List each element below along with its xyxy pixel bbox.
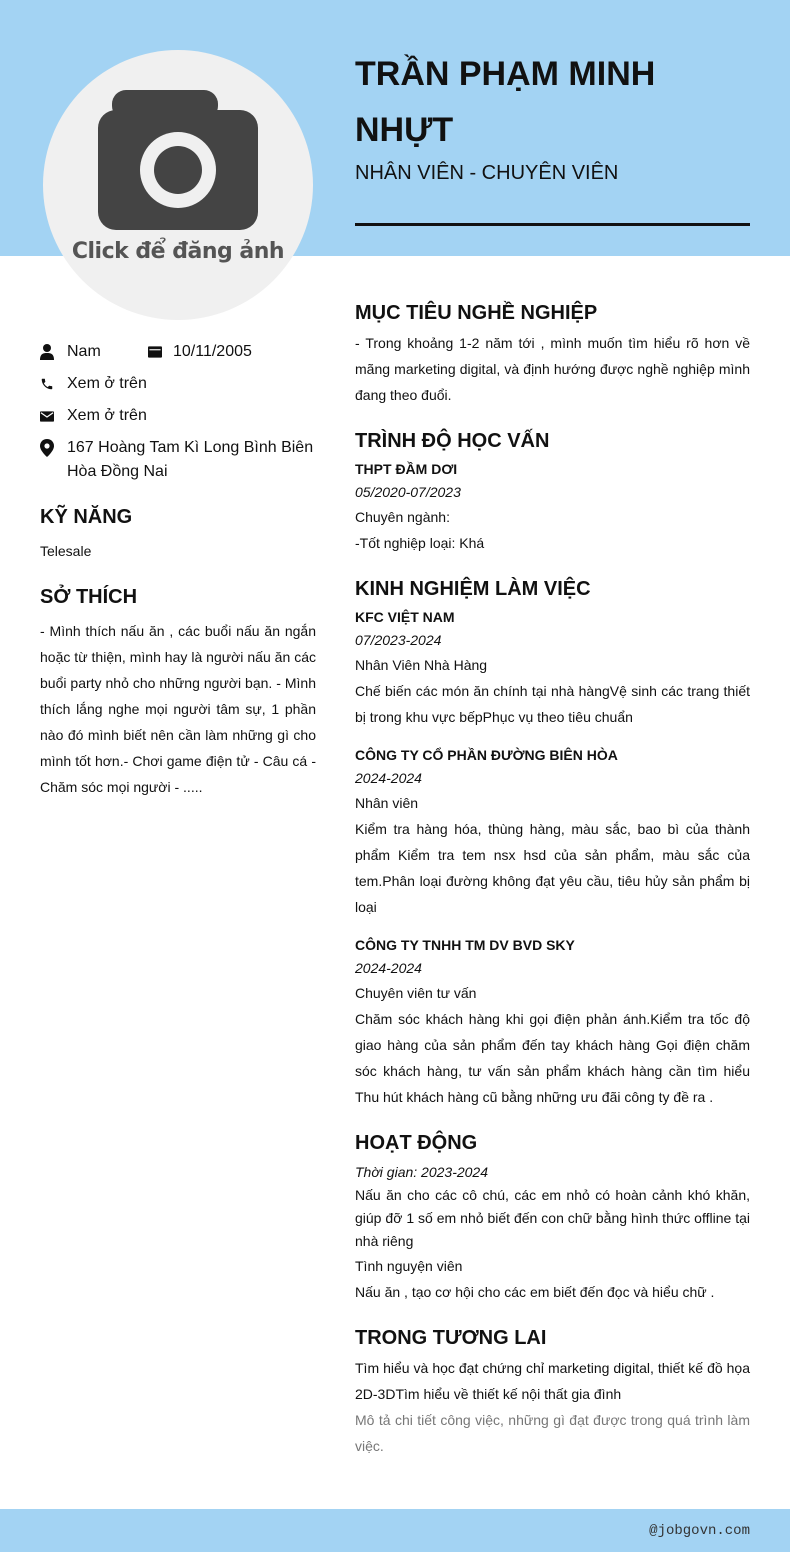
objective-text: - Trong khoảng 1-2 năm tới , mình muốn tìm hiểu rõ hơn về mãng marketing digital, và định hướng được nghề nghiệp mình đang theo đuổi. (355, 335, 750, 403)
activities-period: Thời gian: 2023-2024 (355, 1164, 488, 1180)
hobbies-title: SỞ THÍCH (40, 586, 138, 608)
right-column (355, 300, 750, 1479)
education-note: -Tốt nghiệp loại: Khá (355, 535, 485, 551)
experience-period: 2024-2024 (355, 770, 422, 786)
gender-row (40, 340, 148, 364)
future-text: Tìm hiểu và học đạt chứng chỉ marketing digital, thiết kế đồ họa 2D-3DTìm hiểu về thiết kế nội thất gia đình (355, 1360, 750, 1402)
birthday-row (148, 340, 252, 364)
experience-item (355, 606, 750, 730)
activities-role: Tình nguyện viên (355, 1258, 463, 1274)
future-section (355, 1325, 750, 1459)
map-pin-icon (40, 436, 54, 460)
experience-desc: Chế biến các món ăn chính tại nhà hàngVệ sinh các trang thiết bị trong khu vực bếpPhục vụ theo tiêu chuẩn (355, 683, 750, 725)
birthday-value: 10/11/2005 (173, 343, 252, 360)
experience-period: 2024-2024 (355, 960, 422, 976)
calendar-icon (148, 340, 162, 364)
gender-value: Nam (67, 343, 101, 360)
company-name: KFC VIỆT NAM (355, 609, 455, 625)
activities-title: HOẠT ĐỘNG (355, 1132, 478, 1154)
email-row (40, 404, 316, 428)
footer-credit: @jobgovn.com (649, 1523, 750, 1539)
company-name: CÔNG TY TNHH TM DV BVD SKY (355, 937, 575, 953)
phone-row (40, 372, 316, 396)
education-section (355, 428, 750, 556)
experience-role: Nhân viên (355, 795, 419, 811)
objective-section (355, 300, 750, 408)
email-value: Xem ở trên (67, 407, 147, 424)
address-value: 167 Hoàng Tam Kì Long Bình Biên Hòa Đồng Nai (67, 439, 314, 480)
mail-icon (40, 404, 54, 428)
phone-value: Xem ở trên (67, 375, 147, 392)
company-name: CÔNG TY CỔ PHẦN ĐƯỜNG BIÊN HÒA (355, 747, 618, 763)
photo-upload-label: Click để đăng ảnh (71, 239, 285, 264)
education-major: Chuyên ngành: (355, 509, 450, 525)
address-row (40, 436, 316, 484)
experience-desc: Kiểm tra hàng hóa, thùng hàng, màu sắc, bao bì của thành phẩm Kiểm tra tem nsx hsd của sản phẩm, màu sắc của tem.Phân loại đường không đạt yêu cầu, tiêu hủy sản phẩm bị loại (355, 821, 750, 915)
job-title: NHÂN VIÊN - CHUYÊN VIÊN (355, 162, 619, 184)
future-placeholder: Mô tả chi tiết công việc, những gì đạt được trong quá trình làm việc. (355, 1412, 750, 1454)
experience-role: Chuyên viên tư vấn (355, 985, 477, 1001)
activities-section (355, 1130, 750, 1305)
left-column (40, 340, 316, 800)
activities-detail: Nấu ăn , tạo cơ hội cho các em biết đến đọc và hiểu chữ . (355, 1284, 715, 1300)
candidate-name: TRẦN PHẠM MINH NHỰT (355, 55, 656, 149)
school-name: THPT ĐẦM DƠI (355, 461, 458, 477)
experience-title: KINH NGHIỆM LÀM VIỆC (355, 578, 591, 600)
experience-desc: Chăm sóc khách hàng khi gọi điện phản ánh.Kiểm tra tốc độ giao hàng của sản phẩm đến tay khách hàng Gọi điện chăm sóc khách hàng, tư vấn sản phẩm khách hàng cần tìm hiểu Thu hút khách hàng cũ bằng những ưu đãi công ty đề ra . (355, 1011, 750, 1105)
phone-icon (40, 372, 54, 396)
experience-item (355, 744, 750, 920)
objective-title: MỤC TIÊU NGHỀ NGHIỆP (355, 302, 598, 324)
future-title: TRONG TƯƠNG LAI (355, 1327, 547, 1349)
experience-role: Nhân Viên Nhà Hàng (355, 657, 488, 673)
avatar-upload[interactable] (43, 50, 313, 320)
person-icon (40, 340, 54, 364)
skills-title: KỸ NĂNG (40, 506, 133, 528)
personal-info (40, 340, 316, 372)
experience-section (355, 576, 750, 1110)
hobbies-text: - Mình thích nấu ăn , các buổi nấu ăn ngắn hoặc từ thiện, mình hay là người nấu ăn các buổi party nhỏ cho những người bạn. - Mình thích lắng nghe mọi người tâm sự, 1 phần nào đó mình biết nên cần làm những gì cho mình tốt hơn.- Chơi game điện tử - Câu cá - Chăm sóc mọi người - ..... (40, 623, 316, 795)
camera-icon (98, 90, 258, 230)
education-period: 05/2020-07/2023 (355, 484, 461, 500)
title-divider (355, 223, 750, 226)
activities-desc: Nấu ăn cho các cô chú, các em nhỏ có hoàn cảnh khó khăn, giúp đỡ 1 số em nhỏ biết đến con chữ bằng hình thức offline tại nhà riêng (355, 1187, 750, 1249)
experience-item (355, 934, 750, 1110)
skills-text: Telesale (40, 543, 92, 559)
education-title: TRÌNH ĐỘ HỌC VẤN (355, 430, 550, 452)
experience-period: 07/2023-2024 (355, 632, 442, 648)
